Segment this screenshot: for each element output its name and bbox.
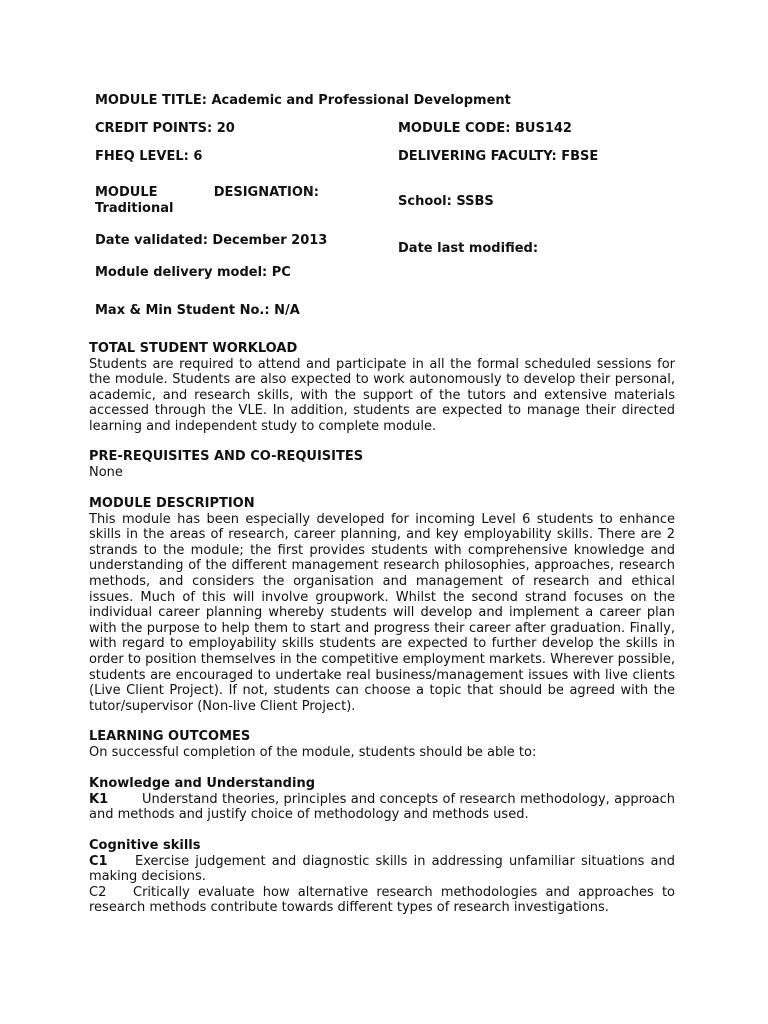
module-title: MODULE TITLE: Academic and Professional Development	[95, 93, 511, 108]
date-validated: Date validated: December 2013	[95, 233, 328, 248]
cognitive-section	[89, 838, 675, 916]
module-code: MODULE CODE: BUS142	[398, 121, 572, 136]
date-last-modified: Date last modified:	[398, 241, 539, 256]
designation-label-a: MODULE	[95, 185, 158, 200]
workload-section	[89, 341, 675, 435]
description-body: This module has been especially developed for incoming Level 6 students to enhance skills in the areas of research, career planning, and key employability skills. There are 2 strands to the module; the first provides students with comprehensive knowledge and understanding of the different management research philosophies, approaches, research methods, and considers the organisation and management of research and ethical issues. Much of this will involve groupwork. Whilst the second strand focuses on the individual career planning whereby students will develop and implement a career plan with the purpose to help them to start and progress their career after graduation. Finally, with regard to employability skills students are expected to further develop the skills in order to position themselves in the competitive employment markets. Wherever possible, students are encouraged to undertake real business/management issues with live clients (Live Client Project). If not, students can choose a topic that should be agreed with the tutor/supervisor (Non-live Client Project).	[89, 511, 675, 714]
delivering-faculty: DELIVERING FACULTY: FBSE	[398, 149, 599, 164]
outcome-c2	[89, 885, 675, 916]
designation-label-b: DESIGNATION:	[213, 185, 319, 200]
outcome-code-c2: C2	[89, 884, 107, 900]
fheq-level: FHEQ LEVEL: 6	[95, 149, 203, 164]
outcome-code-k1: K1	[89, 791, 109, 807]
outcomes-section	[89, 729, 675, 760]
prereq-heading: PRE-REQUISITES AND CO-REQUISITES	[89, 449, 364, 464]
credit-points: CREDIT POINTS: 20	[95, 121, 235, 136]
designation-value: Traditional	[95, 201, 174, 216]
cognitive-heading: Cognitive skills	[89, 838, 201, 853]
outcome-code-c1: C1	[89, 853, 108, 869]
outcome-c1	[89, 854, 675, 885]
prereq-section	[89, 449, 675, 480]
outcomes-body: On successful completion of the module, students should be able to:	[89, 744, 537, 760]
description-heading: MODULE DESCRIPTION	[89, 496, 255, 511]
description-section	[89, 496, 675, 714]
outcome-text-c1: Exercise judgement and diagnostic skills in addressing unfamiliar situations and making decisions.	[89, 853, 675, 885]
outcome-k1	[89, 792, 675, 823]
school: School: SSBS	[398, 194, 494, 209]
knowledge-heading: Knowledge and Understanding	[89, 776, 316, 791]
workload-heading: TOTAL STUDENT WORKLOAD	[89, 341, 298, 356]
outcome-text-c2: Critically evaluate how alternative research methodologies and approaches to research methods contribute towards different types of research investigations.	[89, 884, 675, 916]
workload-body: Students are required to attend and participate in all the formal scheduled sessions for the module. Students are also expected to work autonomously to develop their personal, academic, and research skills, with the support of the tutors and extensive materials accessed through the VLE. In addition, students are expected to manage their directed learning and independent study to complete module.	[89, 356, 675, 434]
outcomes-heading: LEARNING OUTCOMES	[89, 729, 251, 744]
delivery-model: Module delivery model: PC	[95, 265, 291, 280]
knowledge-section	[89, 776, 675, 823]
max-min-students: Max & Min Student No.: N/A	[95, 303, 300, 318]
outcome-text-k1: Understand theories, principles and concepts of research methodology, approach and methods and justify choice of methodology and methods used.	[89, 791, 675, 823]
prereq-body: None	[89, 464, 123, 480]
